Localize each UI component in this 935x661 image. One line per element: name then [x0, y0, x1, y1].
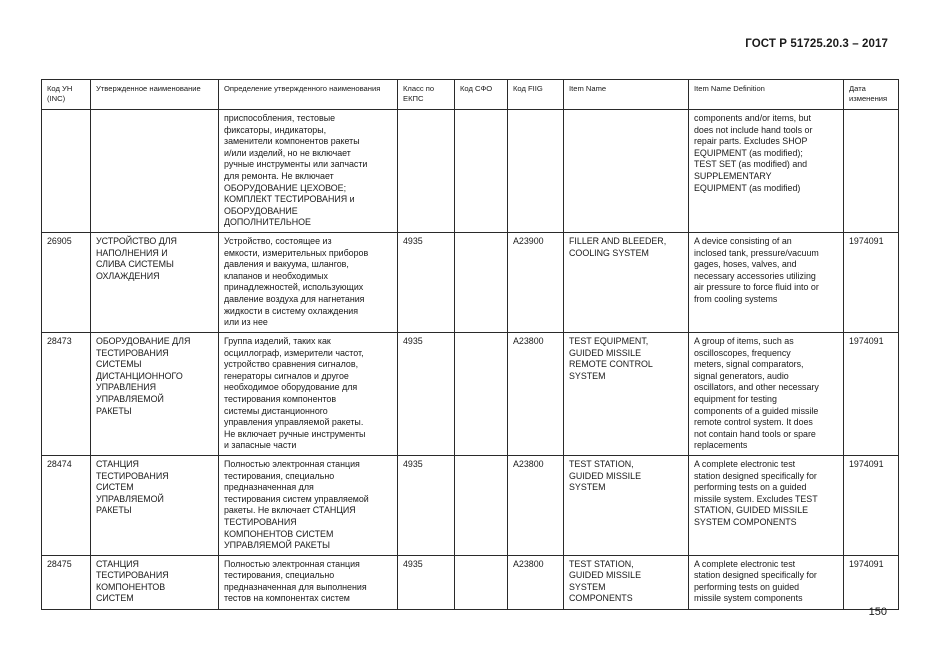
- cell-item-definition: A device consisting of an inclosed tank, pressure/vacuum gages, hoses, valves, and necessary accessories utilizing air pressure to force fluid into or from cooling systems: [689, 232, 844, 332]
- cell-date: 1974091: [844, 232, 899, 332]
- cell-date: [844, 110, 899, 233]
- document-code: ГОСТ Р 51725.20.3 – 2017: [745, 38, 888, 50]
- cell-fiig: A23800: [508, 332, 564, 455]
- cell-sfo: [455, 232, 508, 332]
- cell-fiig: A23900: [508, 232, 564, 332]
- classification-table: [41, 79, 899, 610]
- page-number: 150: [868, 606, 887, 618]
- column-header-item-definition: Item Name Definition: [689, 80, 844, 110]
- cell-item-definition: components and/or items, but does not include hand tools or repair parts. Excludes SHOP EQUIPMENT (as modified); TEST SET (as modified) and SUPPLEMENTARY EQUIPMENT (as modified): [689, 110, 844, 233]
- table-header-row: [42, 80, 899, 110]
- cell-name-ru: СТАНЦИЯ ТЕСТИРОВАНИЯ КОМПОНЕНТОВ СИСТЕМ: [91, 555, 219, 609]
- cell-name-ru: [91, 110, 219, 233]
- table-row: [42, 455, 899, 555]
- column-header-fiig-code: Код FIIG: [508, 80, 564, 110]
- cell-definition-ru: Полностью электронная станция тестирования, специально предназначенная для тестирования систем управляемой ракеты. Не включает СТАНЦИЯ ТЕСТИРОВАНИЯ КОМПОНЕНТОВ СИСТЕМ УПРАВЛЯЕМОЙ РАКЕТЫ: [219, 455, 398, 555]
- cell-definition-ru: приспособления, тестовые фиксаторы, индикаторы, заменители компонентов ракеты и/или изделий, но не включает ручные инструменты или запчасти для ремонта. Не включает ОБОРУДОВАНИЕ ЦЕХОВОЕ; КОМПЛЕКТ ТЕСТИРОВАНИЯ и ОБОРУДОВАНИЕ ДОПОЛНИТЕЛЬНОЕ: [219, 110, 398, 233]
- cell-date: 1974091: [844, 332, 899, 455]
- cell-item-name: TEST STATION, GUIDED MISSILE SYSTEM: [564, 455, 689, 555]
- cell-definition-ru: Устройство, состоящее из емкости, измерительных приборов давления и вакуума, шлангов, клапанов и необходимых принадлежностей, использующих давление воздуха для нагнетания жидкости в систему охлаждения или из нее: [219, 232, 398, 332]
- cell-code: 26905: [42, 232, 91, 332]
- column-header-definition: Определение утвержденного наименования: [219, 80, 398, 110]
- cell-fiig: [508, 110, 564, 233]
- cell-item-name: TEST STATION, GUIDED MISSILE SYSTEM COMPONENTS: [564, 555, 689, 609]
- cell-name-ru: ОБОРУДОВАНИЕ ДЛЯ ТЕСТИРОВАНИЯ СИСТЕМЫ ДИСТАНЦИОННОГО УПРАВЛЕНИЯ УПРАВЛЯЕМОЙ РАКЕТЫ: [91, 332, 219, 455]
- table-row: [42, 332, 899, 455]
- cell-date: 1974091: [844, 555, 899, 609]
- cell-sfo: [455, 110, 508, 233]
- cell-fiig: A23800: [508, 555, 564, 609]
- cell-ekps: [398, 110, 455, 233]
- cell-code: 28474: [42, 455, 91, 555]
- cell-sfo: [455, 555, 508, 609]
- cell-code: 28473: [42, 332, 91, 455]
- cell-sfo: [455, 455, 508, 555]
- column-header-approved-name: Утвержденное наименование: [91, 80, 219, 110]
- cell-item-name: FILLER AND BLEEDER, COOLING SYSTEM: [564, 232, 689, 332]
- cell-ekps: 4935: [398, 455, 455, 555]
- table-row: [42, 232, 899, 332]
- column-header-item-name: Item Name: [564, 80, 689, 110]
- cell-item-definition: A complete electronic test station designed specifically for performing tests on a guided missile system. Excludes TEST STATION, GUIDED MISSILE SYSTEM COMPONENTS: [689, 455, 844, 555]
- cell-name-ru: СТАНЦИЯ ТЕСТИРОВАНИЯ СИСТЕМ УПРАВЛЯЕМОЙ РАКЕТЫ: [91, 455, 219, 555]
- column-header-ekps-class: Класс по ЕКПС: [398, 80, 455, 110]
- column-header-change-date: Дата изменения: [844, 80, 899, 110]
- column-header-sfo-code: Код СФО: [455, 80, 508, 110]
- cell-item-definition: A complete electronic test station designed specifically for performing tests on guided missile system components: [689, 555, 844, 609]
- cell-fiig: A23800: [508, 455, 564, 555]
- cell-date: 1974091: [844, 455, 899, 555]
- cell-definition-ru: Группа изделий, таких как осциллограф, измерители частот, устройство сравнения сигналов, генераторы сигналов и другое необходимое оборудование для тестирования компонентов системы дистанционного управления управляемой ракеты. Не включает ручные инструменты и запасные части: [219, 332, 398, 455]
- cell-definition-ru: Полностью электронная станция тестирования, специально предназначенная для выполнения тестов на компонентах систем: [219, 555, 398, 609]
- cell-code: 28475: [42, 555, 91, 609]
- table-row: [42, 110, 899, 233]
- column-header-inc: Код УН (INC): [42, 80, 91, 110]
- table-row: [42, 555, 899, 609]
- cell-name-ru: УСТРОЙСТВО ДЛЯ НАПОЛНЕНИЯ И СЛИВА СИСТЕМЫ ОХЛАЖДЕНИЯ: [91, 232, 219, 332]
- cell-item-definition: A group of items, such as oscilloscopes, frequency meters, signal comparators, signal generators, audio oscillators, and other necessary equipment for testing components of a guided missile remote control system. It does not contain hand tools or spare replacements: [689, 332, 844, 455]
- cell-item-name: TEST EQUIPMENT, GUIDED MISSILE REMOTE CONTROL SYSTEM: [564, 332, 689, 455]
- cell-code: [42, 110, 91, 233]
- cell-sfo: [455, 332, 508, 455]
- cell-ekps: 4935: [398, 232, 455, 332]
- cell-ekps: 4935: [398, 332, 455, 455]
- cell-item-name: [564, 110, 689, 233]
- cell-ekps: 4935: [398, 555, 455, 609]
